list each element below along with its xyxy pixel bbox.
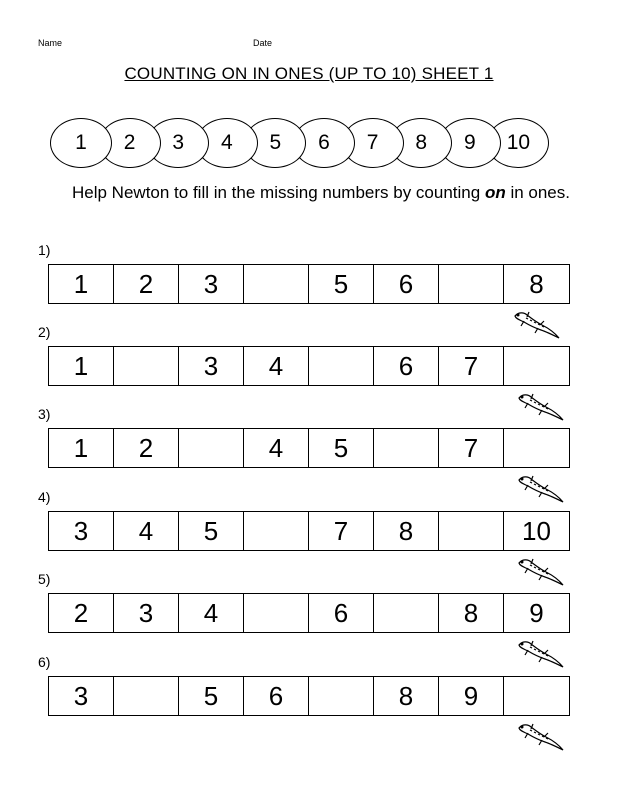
newt-icon [516, 472, 566, 506]
number-cell: 6 [374, 347, 439, 385]
newt-icon [512, 308, 562, 342]
number-cell: 7 [309, 512, 374, 550]
newt-icon [516, 720, 566, 754]
number-cell: 5 [309, 265, 374, 303]
number-cell: 4 [244, 347, 309, 385]
blank-answer-cell[interactable] [374, 429, 439, 467]
blank-answer-cell[interactable] [179, 429, 244, 467]
number-oval: 3 [147, 118, 209, 168]
instructions [72, 180, 582, 206]
blank-answer-cell[interactable] [114, 677, 179, 715]
number-cell: 1 [49, 429, 114, 467]
number-cell: 5 [309, 429, 374, 467]
exercise-row [48, 511, 570, 551]
number-cell: 9 [529, 597, 544, 628]
number-cell: 8 [374, 677, 439, 715]
exercise-label: 3) [38, 406, 51, 422]
number-cell: 1 [49, 347, 114, 385]
exercise-row [48, 593, 570, 633]
newt-icon [516, 637, 566, 671]
number-oval: 4 [196, 118, 258, 168]
blank-answer-cell[interactable] [439, 512, 504, 550]
blank-answer-cell[interactable] [374, 594, 439, 632]
number-oval: 6 [293, 118, 355, 168]
number-cell: 6 [309, 594, 374, 632]
number-oval: 7 [342, 118, 404, 168]
number-oval: 5 [244, 118, 306, 168]
number-oval: 8 [390, 118, 452, 168]
number-cell: 8 [439, 594, 504, 632]
number-cell: 5 [179, 677, 244, 715]
exercise-label: 6) [38, 654, 51, 670]
number-cell: 4 [114, 512, 179, 550]
exercise-row [48, 346, 570, 386]
exercise-row [48, 264, 570, 304]
number-cell: 10 [522, 515, 551, 546]
number-oval: 10 [487, 118, 549, 168]
blank-answer-cell[interactable] [309, 347, 374, 385]
date-label: Date [253, 38, 273, 48]
number-cell: 7 [439, 429, 504, 467]
number-cell: 3 [179, 265, 244, 303]
number-cell: 6 [244, 677, 309, 715]
number-cell: 4 [179, 594, 244, 632]
number-cell: 3 [114, 594, 179, 632]
exercise-row [48, 428, 570, 468]
number-cell: 2 [114, 429, 179, 467]
number-cell: 5 [179, 512, 244, 550]
exercise-label: 4) [38, 489, 51, 505]
blank-answer-cell[interactable] [244, 265, 309, 303]
number-cell: 8 [529, 268, 544, 299]
instructions-text-end: in ones. [505, 183, 570, 202]
blank-answer-cell[interactable] [504, 429, 569, 467]
exercise-label: 2) [38, 324, 51, 340]
blank-answer-cell[interactable] [504, 677, 569, 715]
blank-answer-cell[interactable] [244, 594, 309, 632]
number-oval: 2 [99, 118, 161, 168]
newt-icon [516, 390, 566, 424]
blank-answer-cell[interactable] [244, 512, 309, 550]
exercise-label: 1) [38, 242, 51, 258]
number-cell: 2 [49, 594, 114, 632]
number-cell: 3 [179, 347, 244, 385]
worksheet-title: COUNTING ON IN ONES (UP TO 10) SHEET 1 [124, 64, 494, 83]
blank-answer-cell[interactable] [114, 347, 179, 385]
number-oval: 1 [50, 118, 112, 168]
instructions-emphasis: on [484, 183, 506, 202]
blank-answer-cell[interactable] [439, 265, 504, 303]
number-cell: 3 [49, 677, 114, 715]
newt-icon [516, 555, 566, 589]
number-oval: 9 [439, 118, 501, 168]
number-cell: 9 [439, 677, 504, 715]
number-cell: 7 [439, 347, 504, 385]
number-cell: 4 [244, 429, 309, 467]
blank-answer-cell[interactable] [309, 677, 374, 715]
instructions-text: Help Newton to fill in the missing numbers by counting [72, 183, 485, 202]
name-label: Name [38, 38, 63, 48]
number-line [50, 118, 550, 170]
number-cell: 2 [114, 265, 179, 303]
blank-answer-cell[interactable] [504, 347, 569, 385]
number-cell: 8 [374, 512, 439, 550]
number-cell: 1 [49, 265, 114, 303]
exercise-row [48, 676, 570, 716]
number-cell: 6 [374, 265, 439, 303]
number-cell: 3 [49, 512, 114, 550]
exercise-label: 5) [38, 571, 51, 587]
